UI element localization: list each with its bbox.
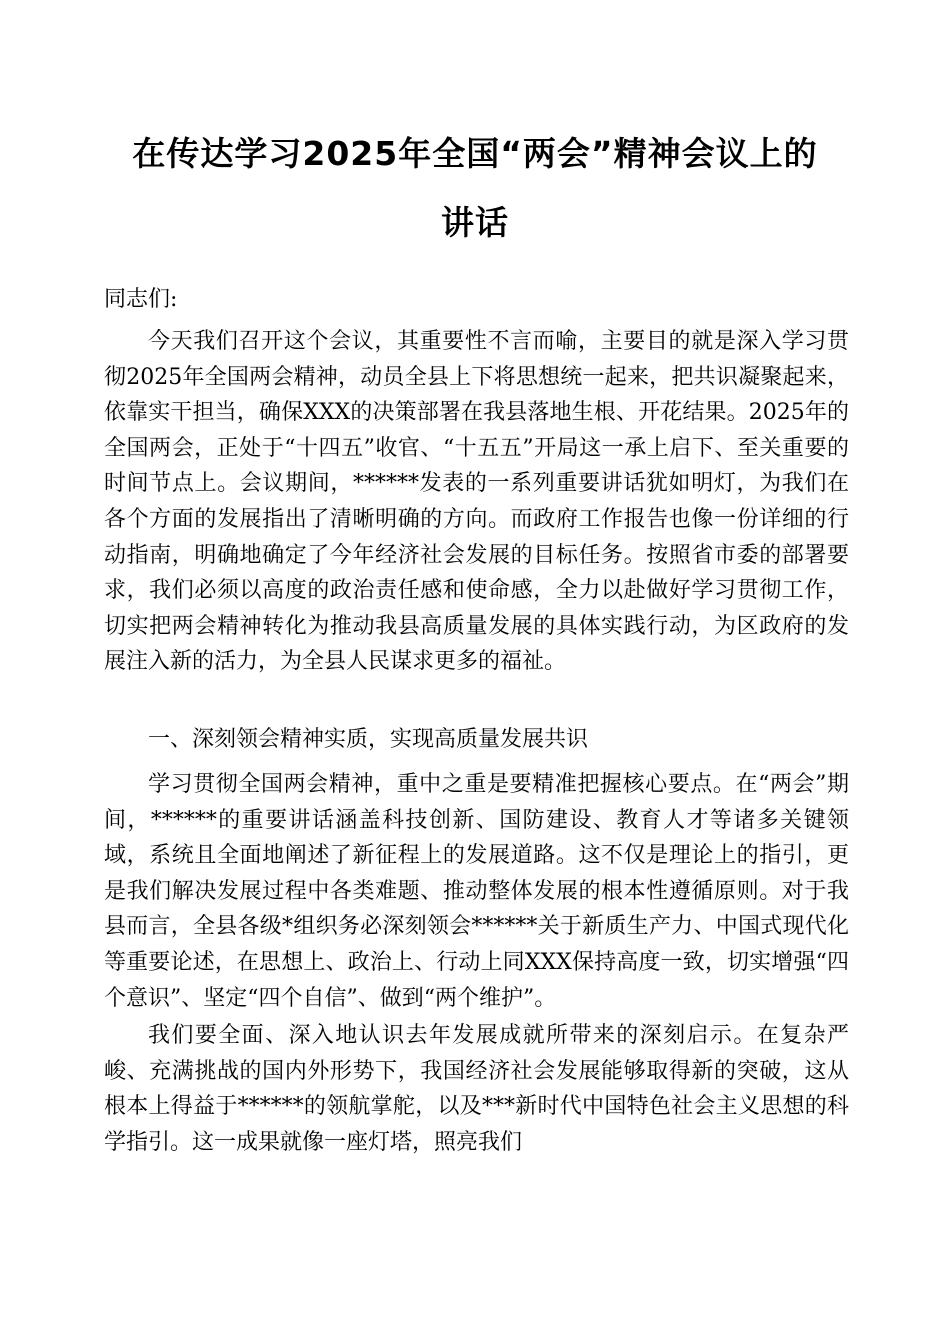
document-title-line-2: 讲话 bbox=[441, 203, 509, 242]
salutation: 同志们: bbox=[104, 287, 178, 312]
paragraph-section-1-b: 我们要全面、深入地认识去年发展成就所带来的深刻启示。在复杂严峻、充满挑战的国内外形势下，我国经济社会发展能够取得新的突破，这从根本上得益于******的领航掌舵，以及***新时代中国特色社会主义思想的科学指引。这一成果就像一座灯塔，照亮我们 bbox=[104, 1023, 849, 1155]
document-title-line-1: 在传达学习2025年全国“两会”精神会议上的 bbox=[132, 134, 818, 173]
section-heading-1: 一、深刻领会精神实质，实现高质量发展共识 bbox=[148, 727, 589, 752]
paragraph-section-1-a: 学习贯彻全国两会精神，重中之重是要精准把握核心要点。在“两会”期间，******的重要讲话涵盖科技创新、国防建设、教育人才等诸多关键领域，系统且全面地阐述了新征程上的发展道路。这不仅是理论上的指引，更是我们解决发展过程中各类难题、推动整体发展的根本性遵循原则。对于我县而言，全县各级*组织务必深刻领会******关于新质生产力、中国式现代化等重要论述，在思想上、政治上、行动上同XXX保持高度一致，切实增强“四个意识”、坚定“四个自信”、做到“两个维护”。 bbox=[104, 772, 849, 1011]
paragraph-intro: 今天我们召开这个会议，其重要性不言而喻，主要目的就是深入学习贯彻2025年全国两会精神，动员全县上下将思想统一起来，把共识凝聚起来，依靠实干担当，确保XXX的决策部署在我县落地生根、开花结果。2025年的全国两会，正处于“十四五”收官、“十五五”开局这一承上启下、至关重要的时间节点上。会议期间，******发表的一系列重要讲话犹如明灯，为我们在各个方面的发展指出了清晰明确的方向。而政府工作报告也像一份详细的行动指南，明确地确定了今年经济社会发展的目标任务。按照省市委的部署要求，我们必须以高度的政治责任感和使命感，全力以赴做好学习贯彻工作，切实把两会精神转化为推动我县高质量发展的具体实践行动，为区政府的发展注入新的活力，为全县人民谋求更多的福祉。 bbox=[104, 329, 849, 675]
